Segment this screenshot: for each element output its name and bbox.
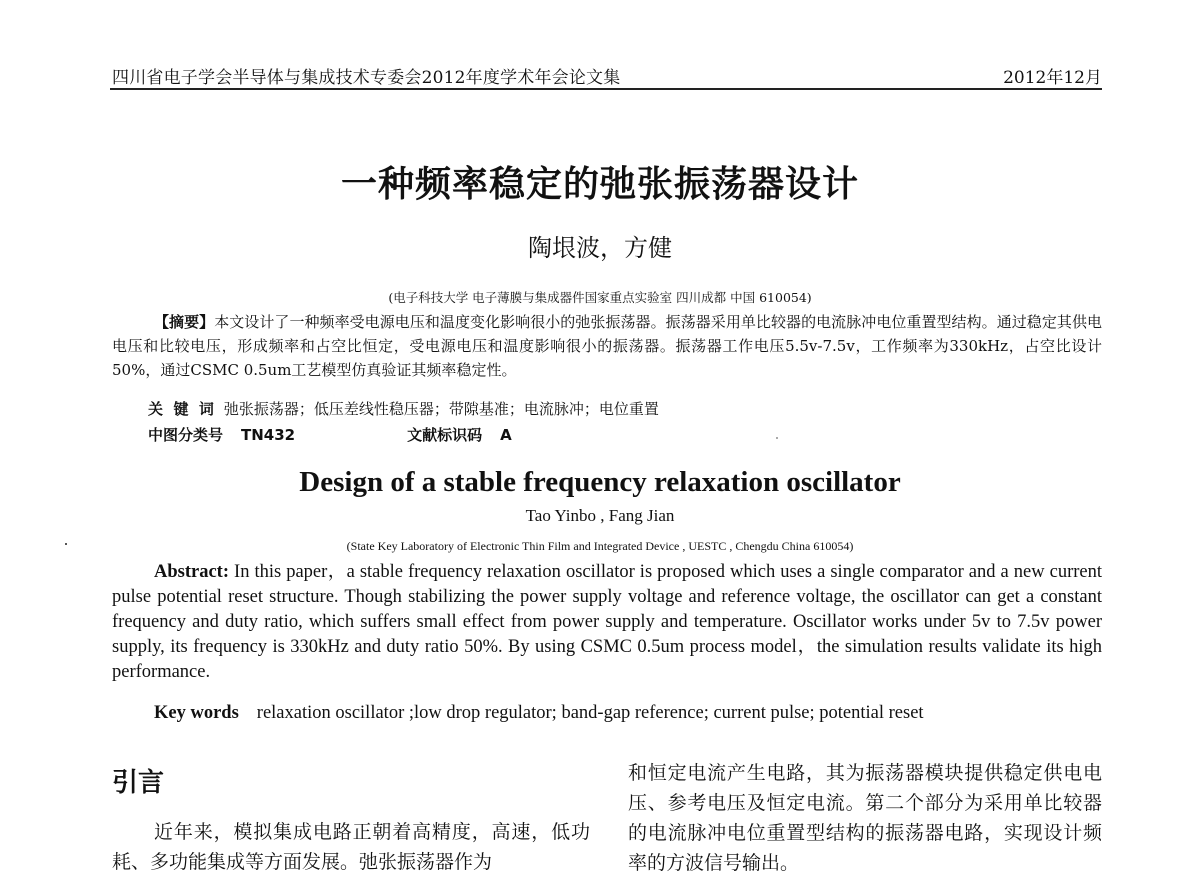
keywords-cn-label: 关 键 词 bbox=[148, 400, 214, 418]
keywords-cn-text: 弛张振荡器；低压差线性稳压器；带隙基准；电流脉冲；电位重置 bbox=[223, 400, 659, 418]
running-header-date: 2012年12月 bbox=[1003, 68, 1102, 88]
authors-en: Tao Yinbo , Fang Jian bbox=[525, 506, 675, 525]
scan-speck bbox=[776, 437, 778, 439]
scan-speck bbox=[65, 543, 67, 545]
keywords-cn bbox=[148, 398, 659, 419]
abstract-en bbox=[112, 560, 1102, 685]
doc-code-value: A bbox=[500, 426, 512, 444]
clc-value: TN432 bbox=[241, 426, 296, 444]
paper-title-cn: 一种频率稳定的弛张振荡器设计 bbox=[340, 164, 859, 205]
affiliation-cn: (电子科技大学 电子薄膜与集成器件国家重点实验室 四川成都 中国 610054) bbox=[388, 290, 812, 305]
doc-code-label: 文献标识码 bbox=[407, 426, 483, 444]
keywords-en bbox=[112, 701, 1102, 726]
affiliation-en: (State Key Laboratory of Electronic Thin Film and Integrated Device , UESTC , Chengdu China 610054) bbox=[346, 539, 854, 553]
keywords-en-text: relaxation oscillator ;low drop regulator; band-gap reference; current pulse; potential reset bbox=[256, 703, 924, 723]
classification-row bbox=[148, 424, 512, 445]
keywords-en-label: Key words bbox=[154, 703, 239, 723]
abstract-cn-label: 【摘要】 bbox=[154, 313, 215, 331]
running-header-title: 四川省电子学会半导体与集成技术专委会2012年度学术年会论文集 bbox=[112, 68, 621, 88]
intro-paragraph-left: 近年来，模拟集成电路正朝着高精度，高速，低功耗、多功能集成等方面发展。弛张振荡器作为 bbox=[112, 821, 590, 873]
intro-paragraph-right: 和恒定电流产生电路，其为振荡器模块提供稳定供电电压、参考电压及恒定电流。第二个部分为采用单比较器的电流脉冲电位重置型结构的振荡器电路，实现设计频率的方波信号输出。 bbox=[628, 762, 1102, 874]
abstract-en-label: Abstract: bbox=[154, 562, 230, 582]
paper-title-en: Design of a stable frequency relaxation oscillator bbox=[299, 466, 901, 498]
authors-cn: 陶垠波，方健 bbox=[528, 234, 672, 262]
abstract-cn-text: 本文设计了一种频率受电源电压和温度变化影响很小的弛张振荡器。振荡器采用单比较器的电流脉冲电位重置型结构。通过稳定其供电电压和比较电压，形成频率和占空比恒定，受电源电压和温度影响很小的振荡器。振荡器工作电压5.5v-7.5v，工作频率为330kHz，占空比设计50%，通过CSMC 0.5um工艺模型仿真验证其频率稳定性。 bbox=[112, 313, 1102, 379]
abstract-en-text: In this paper，a stable frequency relaxation oscillator is proposed which uses a single comparator and a new current pulse potential reset structure. Though stabilizing the power supply voltage and reference voltage, the oscillator can get a constant frequency and duty ratio, which suffers small effect from power supply and temperature. Oscillator works under 5v to 7.5v power supply, its frequency is 330kHz and duty ratio 50%. By using CSMC 0.5um process model，the simulation results validate its high performance. bbox=[112, 562, 1102, 682]
abstract-cn bbox=[112, 310, 1102, 382]
header-rule bbox=[110, 88, 1102, 90]
section-heading-intro: 引言 bbox=[112, 768, 165, 798]
clc-label: 中图分类号 bbox=[148, 426, 224, 444]
